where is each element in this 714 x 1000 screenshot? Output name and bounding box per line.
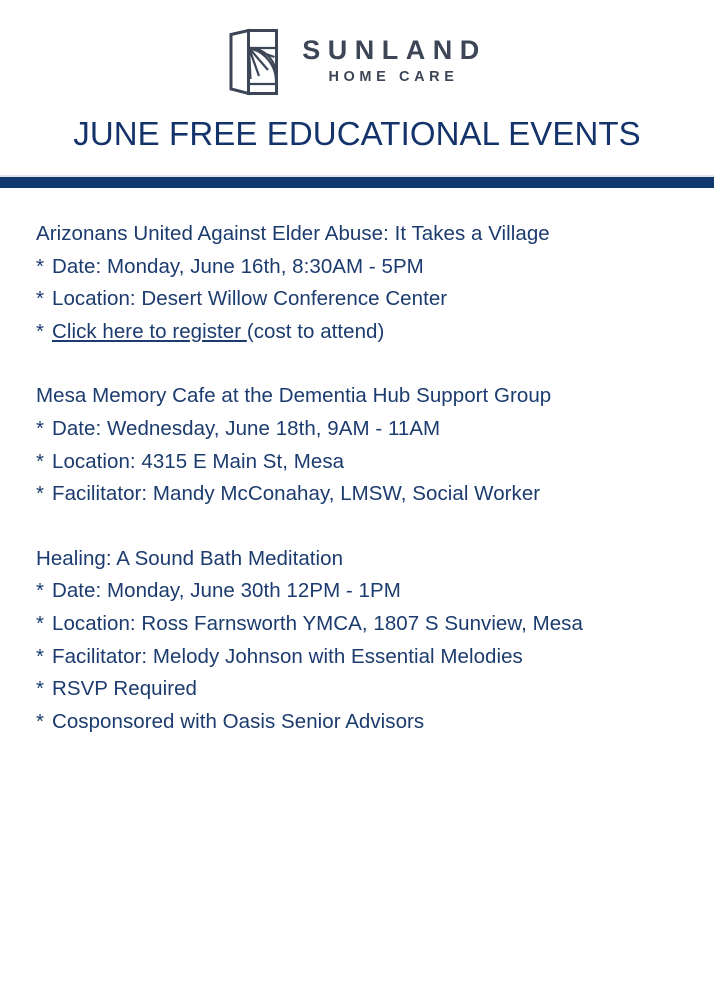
event-detail-line xyxy=(36,283,684,316)
event-detail-text: Date: Monday, June 30th 12PM - 1PM xyxy=(52,579,401,603)
event-detail-line xyxy=(36,478,684,511)
bullet-glyph: * xyxy=(36,417,45,441)
page-title: JUNE FREE EDUCATIONAL EVENTS xyxy=(73,115,641,152)
brand-name: SUNLAND xyxy=(302,34,487,65)
bullet-glyph: * xyxy=(36,482,45,506)
bullet-glyph: * xyxy=(36,319,45,343)
event-detail-text: Cosponsored with Oasis Senior Advisors xyxy=(52,709,425,733)
events-list xyxy=(0,188,714,738)
event-block xyxy=(36,380,684,510)
event-detail-text: Location: 4315 E Main St, Mesa xyxy=(52,449,345,473)
bullet-glyph: * xyxy=(36,254,45,278)
event-detail-line xyxy=(36,446,684,479)
bullet-glyph: * xyxy=(36,677,45,701)
event-block xyxy=(36,218,684,348)
open-door-sunburst-icon xyxy=(227,26,279,98)
event-detail-line xyxy=(36,251,684,284)
bullet-glyph: * xyxy=(36,644,45,668)
header-divider xyxy=(0,175,714,188)
event-title: Healing: A Sound Bath Meditation xyxy=(36,546,344,570)
event-detail-line xyxy=(36,641,684,674)
masthead xyxy=(0,0,714,98)
event-detail-text: Location: Ross Farnsworth YMCA, 1807 S Sunview, Mesa xyxy=(52,612,583,636)
brand-logo xyxy=(227,26,487,98)
event-detail-text: Date: Wednesday, June 18th, 9AM - 11AM xyxy=(52,417,441,441)
bullet-glyph: * xyxy=(36,612,45,636)
register-link[interactable]: Click here to register xyxy=(52,319,247,343)
brand-tagline: HOME CARE xyxy=(328,69,459,86)
event-detail-text: Date: Monday, June 16th, 8:30AM - 5PM xyxy=(52,254,424,278)
event-detail-line xyxy=(36,316,684,349)
event-title: Arizonans United Against Elder Abuse: It Takes a Village xyxy=(36,222,550,246)
event-block xyxy=(36,543,684,739)
event-detail-line xyxy=(36,673,684,706)
bullet-glyph: * xyxy=(36,579,45,603)
event-detail-line xyxy=(36,608,684,641)
event-detail-text: Location: Desert Willow Conference Center xyxy=(52,287,448,311)
event-detail-text: RSVP Required xyxy=(52,677,197,701)
event-detail-text: Facilitator: Melody Johnson with Essential Melodies xyxy=(52,644,523,668)
bullet-glyph: * xyxy=(36,287,45,311)
divider-bar xyxy=(0,177,714,188)
bullet-glyph: * xyxy=(36,449,45,473)
register-link-note: (cost to attend) xyxy=(246,319,385,343)
event-detail-line xyxy=(36,575,684,608)
bullet-glyph: * xyxy=(36,709,45,733)
event-detail-line xyxy=(36,706,684,739)
brand-wordmark xyxy=(295,36,487,88)
event-title: Mesa Memory Cafe at the Dementia Hub Support Group xyxy=(36,384,552,408)
event-detail-line xyxy=(36,413,684,446)
event-detail-text: Facilitator: Mandy McConahay, LMSW, Social Worker xyxy=(52,482,541,506)
